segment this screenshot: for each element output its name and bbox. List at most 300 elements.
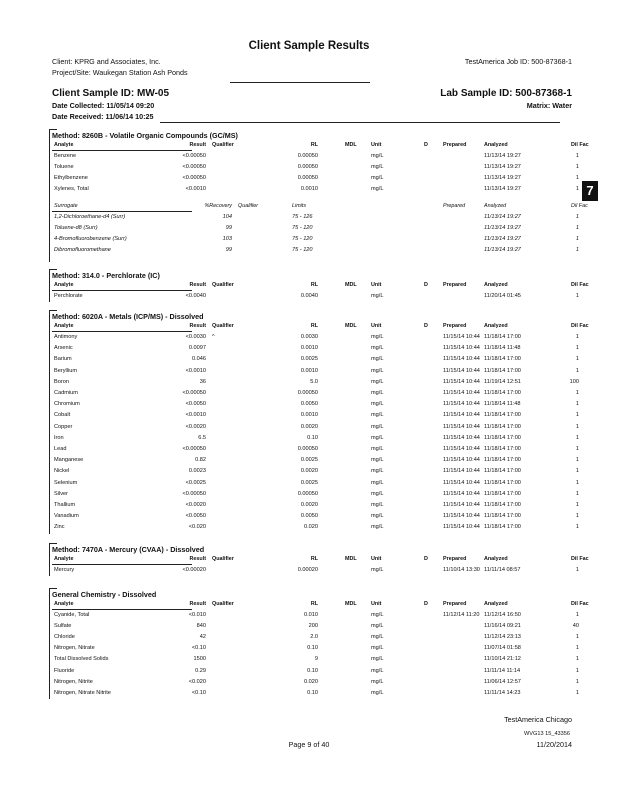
- cell-dil: 1: [575, 502, 579, 508]
- section-bar: [49, 310, 50, 534]
- column-header-mdl: MDL: [345, 323, 357, 329]
- cell-rl: 0.0050: [300, 401, 318, 408]
- cell-dil: 1: [575, 293, 579, 299]
- cell-unit: mg/L: [371, 524, 384, 531]
- job-id: TestAmerica Job ID: 500-87368-1: [464, 57, 572, 66]
- cell-dil: 1: [575, 401, 579, 408]
- cell-rl: 0.00050: [297, 446, 318, 452]
- cell-result: 0.0097: [188, 345, 206, 352]
- client-name: Client: KPRG and Associates, Inc.: [52, 57, 161, 66]
- section-bar: [49, 543, 50, 576]
- cell-analyte: Manganese: [54, 457, 84, 464]
- column-header-dilfac: Dil Fac: [571, 556, 589, 562]
- column-header-dilfac: Dil Fac: [571, 601, 589, 607]
- cell-dil: 1: [575, 490, 579, 497]
- surrogate-header-surrogate: Surrogate: [54, 203, 78, 210]
- column-header-prepared: Prepared: [443, 323, 467, 329]
- cell-analyzed: 11/18/14 17:00: [484, 390, 521, 396]
- cell-rl: 0.0040: [300, 293, 318, 299]
- date-received: Date Received: 11/06/14 10:25: [52, 112, 154, 121]
- cell-analyzed: 11/18/14 17:00: [484, 423, 521, 430]
- cell-rl: 0.0010: [300, 345, 318, 352]
- cell-analyte: Antimony: [54, 334, 78, 340]
- cell-rl: 0.10: [307, 645, 318, 652]
- report-date: 11/20/2014: [536, 740, 572, 749]
- surrogate-limits: 75 - 120: [292, 247, 313, 254]
- cell-dil: 1: [575, 678, 579, 685]
- surrogate-name: Dibromofluoromethane: [54, 247, 111, 254]
- surrogate-header-analyzed: Analyzed: [484, 203, 507, 210]
- cell-unit: mg/L: [371, 502, 384, 508]
- cell-analyte: Chromium: [54, 401, 80, 408]
- cell-analyzed: 11/18/14 17:00: [484, 524, 521, 531]
- cell-analyte: Boron: [54, 378, 69, 385]
- cell-rl: 0.00050: [297, 164, 318, 171]
- cell-analyzed: 11/18/14 17:00: [484, 334, 521, 340]
- cell-analyte: Toluene: [54, 164, 74, 171]
- cell-analyte: Vanadium: [54, 513, 79, 520]
- surrogate-dil: 1: [575, 247, 579, 254]
- section-rule: [49, 543, 57, 544]
- cell-result: 1500: [193, 656, 206, 663]
- cell-result: <0.0050: [185, 513, 206, 520]
- column-header-analyte: Analyte: [54, 282, 74, 288]
- cell-dil: 1: [575, 524, 579, 531]
- cell-unit: mg/L: [371, 412, 384, 419]
- cell-rl: 0.00050: [297, 153, 318, 159]
- cell-prepared: 11/15/14 10:44: [443, 378, 480, 385]
- column-header-analyte: Analyte: [54, 601, 74, 607]
- cell-dil: 1: [575, 567, 579, 573]
- lab-sample-id: Lab Sample ID: 500-87368-1: [440, 88, 572, 99]
- column-header-d: D: [424, 556, 428, 562]
- column-header-unit: Unit: [371, 601, 382, 607]
- column-header-d: D: [424, 323, 428, 329]
- cell-analyzed: 11/19/14 12:51: [484, 378, 521, 385]
- cell-prepared: 11/15/14 10:44: [443, 490, 480, 497]
- cell-analyzed: 11/18/14 11:48: [484, 345, 521, 352]
- surrogate-rec: 104: [222, 214, 232, 221]
- cell-result: 36: [199, 378, 206, 385]
- cell-dil: 1: [575, 468, 579, 475]
- cell-dil: 1: [575, 164, 579, 171]
- cell-result: <0.00050: [182, 446, 206, 452]
- cell-analyzed: 11/11/14 11:14: [484, 667, 521, 674]
- cell-unit: mg/L: [371, 186, 384, 193]
- cell-result: <0.00050: [182, 153, 206, 159]
- cell-analyte: Lead: [54, 446, 67, 452]
- cell-dil: 100: [569, 378, 579, 385]
- divider: [160, 122, 560, 123]
- cell-rl: 0.0025: [300, 479, 318, 486]
- cell-analyzed: 11/18/14 17:00: [484, 434, 521, 441]
- cell-analyzed: 11/12/14 16:50: [484, 612, 521, 618]
- cell-dil: 1: [575, 634, 579, 641]
- column-header-qualifier: Qualifier: [212, 323, 234, 329]
- section-rule: [49, 310, 57, 311]
- cell-analyzed: 11/18/14 17:00: [484, 468, 521, 475]
- header-underline: [52, 331, 192, 332]
- section-bar: [49, 588, 50, 699]
- cell-result: <0.10: [191, 689, 206, 696]
- surrogate-analyzed: 11/13/14 19:27: [484, 225, 521, 232]
- surrogate-header-limits: Limits: [292, 203, 307, 210]
- cell-rl: 0.00050: [297, 390, 318, 396]
- cell-analyzed: 11/18/14 17:00: [484, 446, 521, 452]
- client-sample-id: Client Sample ID: MW-05: [52, 88, 170, 99]
- cell-unit: mg/L: [371, 175, 384, 182]
- cell-dil: 1: [575, 390, 579, 396]
- surrogate-header-recovery: %Recovery: [204, 203, 232, 210]
- cell-prepared: 11/15/14 10:44: [443, 412, 480, 419]
- cell-result: <0.0050: [185, 401, 206, 408]
- column-header-analyzed: Analyzed: [484, 282, 508, 288]
- section-rule: [49, 588, 57, 589]
- cell-result: 6.5: [198, 434, 206, 441]
- cell-analyzed: 11/18/14 17:00: [484, 457, 521, 464]
- matrix: Matrix: Water: [526, 101, 572, 110]
- cell-prepared: 11/15/14 10:44: [443, 334, 480, 340]
- cell-unit: mg/L: [371, 678, 384, 685]
- cell-analyte: Ethylbenzene: [54, 175, 88, 182]
- column-header-dilfac: Dil Fac: [571, 323, 589, 329]
- cell-analyte: Copper: [54, 423, 73, 430]
- cell-result: 0.29: [195, 667, 206, 674]
- cell-rl: 200: [308, 623, 318, 630]
- section-title: Method: 314.0 - Perchlorate (IC): [52, 271, 160, 280]
- cell-dil: 1: [575, 423, 579, 430]
- column-header-result: Result: [189, 556, 206, 562]
- column-header-rl: RL: [310, 601, 318, 607]
- column-header-analyzed: Analyzed: [484, 556, 508, 562]
- cell-analyte: Chloride: [54, 634, 75, 641]
- cell-rl: 0.0025: [300, 356, 318, 363]
- cell-rl: 0.0010: [300, 186, 318, 193]
- cell-dil: 1: [575, 689, 579, 696]
- cell-rl: 9: [314, 656, 318, 663]
- column-header-mdl: MDL: [345, 282, 357, 288]
- cell-dil: 1: [575, 513, 579, 520]
- cell-analyte: Total Dissolved Solids: [54, 656, 109, 663]
- page-number: Page 9 of 40: [288, 740, 330, 749]
- column-header-rl: RL: [310, 556, 318, 562]
- cell-analyzed: 11/18/14 11:48: [484, 401, 521, 408]
- column-header-analyte: Analyte: [54, 142, 74, 148]
- cell-analyte: Barium: [54, 356, 72, 363]
- cell-rl: 5.0: [310, 378, 318, 385]
- cell-unit: mg/L: [371, 645, 384, 652]
- cell-analyzed: 11/18/14 17:00: [484, 356, 521, 363]
- cell-analyzed: 11/11/14 08:57: [484, 567, 521, 573]
- cell-unit: mg/L: [371, 490, 384, 497]
- cell-dil: 1: [575, 479, 579, 486]
- cell-unit: mg/L: [371, 689, 384, 696]
- cell-analyte: Perchlorate: [54, 293, 83, 299]
- cell-analyzed: 11/12/14 23:13: [484, 634, 521, 641]
- cell-result: <0.0025: [185, 479, 206, 486]
- column-header-analyzed: Analyzed: [484, 323, 508, 329]
- cell-prepared: 11/15/14 10:44: [443, 390, 480, 396]
- surrogate-name: 4-Bromofluorobenzene (Surr): [54, 236, 127, 243]
- cell-result: <0.020: [188, 678, 206, 685]
- cell-rl: 2.0: [310, 634, 318, 641]
- header-underline: [52, 609, 192, 610]
- column-header-prepared: Prepared: [443, 282, 467, 288]
- cell-dil: 1: [575, 612, 579, 618]
- column-header-result: Result: [189, 323, 206, 329]
- lab-name: TestAmerica Chicago: [504, 715, 572, 724]
- surrogate-rec: 103: [222, 236, 232, 243]
- cell-result: <0.0010: [185, 186, 206, 193]
- cell-unit: mg/L: [371, 367, 384, 374]
- cell-unit: mg/L: [371, 468, 384, 475]
- cell-prepared: 11/10/14 13:30: [443, 567, 480, 573]
- cell-analyte: Nickel: [54, 468, 70, 475]
- cell-result: <0.0040: [185, 293, 206, 299]
- header-underline: [52, 564, 192, 565]
- column-header-unit: Unit: [371, 142, 382, 148]
- cell-analyzed: 11/20/14 01:45: [484, 293, 521, 299]
- surrogate-header-dilfac: Dil Fac: [571, 203, 588, 210]
- cell-unit: mg/L: [371, 356, 384, 363]
- date-collected: Date Collected: 11/05/14 09:20: [52, 101, 155, 110]
- cell-rl: 0.10: [307, 667, 318, 674]
- cell-analyzed: 11/13/14 19:27: [484, 164, 521, 171]
- column-header-d: D: [424, 282, 428, 288]
- cell-analyte: Zinc: [54, 524, 65, 531]
- cell-dil: 1: [575, 345, 579, 352]
- cell-analyte: Sulfate: [54, 623, 72, 630]
- cell-result: <0.00050: [182, 390, 206, 396]
- column-header-unit: Unit: [371, 282, 382, 288]
- cell-unit: mg/L: [371, 513, 384, 520]
- cell-result: 840: [196, 623, 206, 630]
- cell-unit: mg/L: [371, 153, 384, 159]
- cell-prepared: 11/15/14 10:44: [443, 356, 480, 363]
- cell-rl: 0.00020: [297, 567, 318, 573]
- cell-analyte: Iron: [54, 434, 64, 441]
- cell-result: <0.00050: [182, 175, 206, 182]
- column-header-analyte: Analyte: [54, 556, 74, 562]
- surrogate-rec: 99: [225, 247, 232, 254]
- cell-result: <0.0020: [185, 423, 206, 430]
- surrogate-analyzed: 11/13/14 19:27: [484, 247, 521, 254]
- cell-result: <0.0010: [185, 367, 206, 374]
- surrogate-analyzed: 11/13/14 19:27: [484, 214, 521, 221]
- cell-result: <0.00050: [182, 490, 206, 497]
- page-title: Client Sample Results: [248, 40, 370, 52]
- cell-analyzed: 11/18/14 17:00: [484, 513, 521, 520]
- cell-rl: 0.0030: [300, 334, 318, 340]
- cell-prepared: 11/15/14 10:44: [443, 502, 480, 508]
- cell-prepared: 11/15/14 10:44: [443, 345, 480, 352]
- surrogate-header-qualifier: Qualifier: [238, 203, 259, 210]
- column-header-dilfac: Dil Fac: [571, 282, 589, 288]
- section-bar: [49, 269, 50, 302]
- cell-analyte: Cyanide, Total: [54, 612, 90, 618]
- cell-dil: 1: [575, 334, 579, 340]
- cell-unit: mg/L: [371, 401, 384, 408]
- surrogate-limits: 75 - 120: [292, 236, 313, 243]
- document-id: WVG13 15_43356: [523, 731, 570, 737]
- cell-dil: 1: [575, 153, 579, 159]
- surrogate-limits: 75 - 126: [292, 214, 313, 221]
- cell-result: <0.00050: [182, 164, 206, 171]
- column-header-analyte: Analyte: [54, 323, 74, 329]
- header-underline: [52, 290, 192, 291]
- surrogate-analyzed: 11/13/14 19:27: [484, 236, 521, 243]
- column-header-analyzed: Analyzed: [484, 601, 508, 607]
- column-header-rl: RL: [310, 323, 318, 329]
- cell-prepared: 11/15/14 10:44: [443, 446, 480, 452]
- cell-rl: 0.10: [307, 689, 318, 696]
- cell-dil: 1: [575, 175, 579, 182]
- column-header-prepared: Prepared: [443, 601, 467, 607]
- section-title: General Chemistry - Dissolved: [52, 590, 157, 599]
- cell-prepared: 11/12/14 11:20: [443, 612, 480, 618]
- cell-dil: 1: [575, 446, 579, 452]
- cell-analyzed: 11/18/14 17:00: [484, 502, 521, 508]
- cell-rl: 0.00050: [297, 490, 318, 497]
- column-header-analyzed: Analyzed: [484, 142, 508, 148]
- surrogate-name: Toluene-d8 (Surr): [54, 225, 98, 232]
- cell-dil: 1: [575, 645, 579, 652]
- project-site: Project/Site: Waukegan Station Ash Ponds: [52, 68, 188, 77]
- column-header-mdl: MDL: [345, 601, 357, 607]
- cell-unit: mg/L: [371, 612, 384, 618]
- cell-unit: mg/L: [371, 164, 384, 171]
- cell-unit: mg/L: [371, 423, 384, 430]
- cell-rl: 0.00050: [297, 175, 318, 182]
- surrogate-underline: [52, 211, 192, 212]
- cell-result: <0.010: [188, 612, 206, 618]
- cell-analyte: Nitrogen, Nitrate Nitrite: [54, 689, 111, 696]
- cell-unit: mg/L: [371, 567, 384, 573]
- cell-qual: ^: [212, 334, 215, 340]
- surrogate-dil: 1: [575, 236, 579, 243]
- cell-result: <0.10: [191, 645, 206, 652]
- section-title: Method: 6020A - Metals (ICP/MS) - Dissolved: [52, 312, 204, 321]
- cell-unit: mg/L: [371, 656, 384, 663]
- cell-rl: 0.0020: [300, 468, 318, 475]
- cell-rl: 0.0010: [300, 412, 318, 419]
- cell-analyte: Arsenic: [54, 345, 73, 352]
- column-header-unit: Unit: [371, 323, 382, 329]
- cell-analyte: Benzene: [54, 153, 77, 159]
- cell-analyte: Selenium: [54, 479, 78, 486]
- cell-result: <0.0030: [185, 334, 206, 340]
- column-header-qualifier: Qualifier: [212, 142, 234, 148]
- section-title: Method: 8260B - Volatile Organic Compounds (GC/MS): [52, 131, 238, 140]
- cell-result: <0.020: [188, 524, 206, 531]
- cell-prepared: 11/15/14 10:44: [443, 401, 480, 408]
- column-header-qualifier: Qualifier: [212, 282, 234, 288]
- column-header-result: Result: [189, 601, 206, 607]
- cell-dil: 1: [575, 367, 579, 374]
- cell-prepared: 11/15/14 10:44: [443, 457, 480, 464]
- cell-dil: 1: [575, 457, 579, 464]
- column-header-d: D: [424, 601, 428, 607]
- cell-analyte: Nitrogen, Nitrate: [54, 645, 95, 652]
- surrogate-dil: 1: [575, 225, 579, 232]
- cell-analyzed: 11/13/14 19:27: [484, 186, 521, 193]
- cell-analyzed: 11/18/14 17:00: [484, 479, 521, 486]
- column-header-prepared: Prepared: [443, 556, 467, 562]
- cell-analyzed: 11/07/14 01:58: [484, 645, 521, 652]
- cell-rl: 0.10: [307, 434, 318, 441]
- cell-analyte: Fluoride: [54, 667, 75, 674]
- cell-dil: 1: [575, 667, 579, 674]
- cell-rl: 0.010: [304, 612, 318, 618]
- cell-analyte: Xylenes, Total: [54, 186, 89, 193]
- cell-analyzed: 11/18/14 17:00: [484, 367, 521, 374]
- cell-analyzed: 11/18/14 17:00: [484, 490, 521, 497]
- cell-analyzed: 11/11/14 14:23: [484, 689, 521, 696]
- section-tab: 7: [582, 181, 598, 201]
- cell-result: 0.046: [192, 356, 206, 363]
- cell-dil: 40: [572, 623, 579, 630]
- cell-result: <0.00020: [182, 567, 206, 573]
- cell-analyte: Thallium: [54, 502, 76, 508]
- cell-unit: mg/L: [371, 334, 384, 340]
- column-header-unit: Unit: [371, 556, 382, 562]
- column-header-qualifier: Qualifier: [212, 601, 234, 607]
- cell-unit: mg/L: [371, 378, 384, 385]
- column-header-result: Result: [189, 282, 206, 288]
- cell-rl: 0.020: [304, 524, 318, 531]
- cell-analyte: Cadmium: [54, 390, 78, 396]
- cell-analyzed: 11/10/14 21:12: [484, 656, 521, 663]
- cell-prepared: 11/15/14 10:44: [443, 367, 480, 374]
- cell-analyte: Beryllium: [54, 367, 78, 374]
- cell-analyte: Nitrogen, Nitrite: [54, 678, 93, 685]
- cell-unit: mg/L: [371, 457, 384, 464]
- cell-analyzed: 11/13/14 19:27: [484, 175, 521, 182]
- column-header-result: Result: [189, 142, 206, 148]
- surrogate-header-prepared: Prepared: [443, 203, 466, 210]
- cell-result: 0.82: [195, 457, 206, 464]
- cell-prepared: 11/15/14 10:44: [443, 434, 480, 441]
- cell-analyte: Mercury: [54, 567, 75, 573]
- section-rule: [49, 129, 57, 130]
- cell-unit: mg/L: [371, 434, 384, 441]
- cell-unit: mg/L: [371, 390, 384, 396]
- cell-unit: mg/L: [371, 667, 384, 674]
- section-rule: [49, 269, 57, 270]
- cell-unit: mg/L: [371, 634, 384, 641]
- cell-analyzed: 11/13/14 19:27: [484, 153, 521, 159]
- surrogate-limits: 75 - 120: [292, 225, 313, 232]
- cell-unit: mg/L: [371, 479, 384, 486]
- surrogate-rec: 99: [225, 225, 232, 232]
- cell-dil: 1: [575, 356, 579, 363]
- column-header-rl: RL: [310, 282, 318, 288]
- cell-unit: mg/L: [371, 293, 384, 299]
- cell-prepared: 11/15/14 10:44: [443, 524, 480, 531]
- cell-prepared: 11/15/14 10:44: [443, 513, 480, 520]
- cell-unit: mg/L: [371, 623, 384, 630]
- cell-analyzed: 11/16/14 09:21: [484, 623, 521, 630]
- cell-result: 42: [199, 634, 206, 641]
- surrogate-name: 1,2-Dichloroethane-d4 (Surr): [54, 214, 126, 221]
- column-header-prepared: Prepared: [443, 142, 467, 148]
- cell-prepared: 11/15/14 10:44: [443, 479, 480, 486]
- divider: [230, 82, 370, 83]
- cell-result: <0.0010: [185, 412, 206, 419]
- column-header-mdl: MDL: [345, 142, 357, 148]
- section-title: Method: 7470A - Mercury (CVAA) - Dissolved: [52, 545, 205, 554]
- column-header-dilfac: Dil Fac: [571, 142, 589, 148]
